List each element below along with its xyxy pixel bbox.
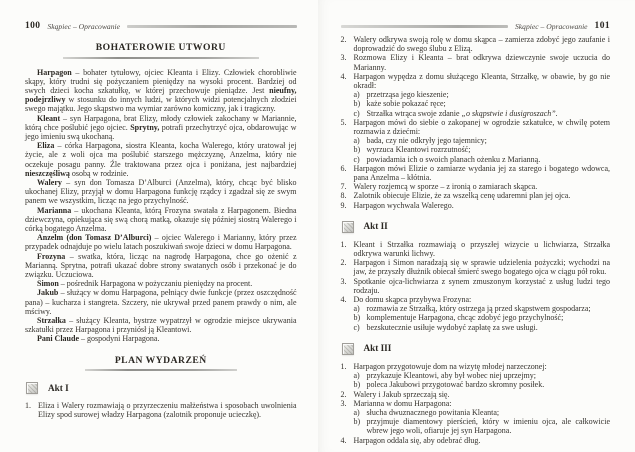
sub-item xyxy=(341,408,611,417)
sub-item-label: a) xyxy=(353,90,360,100)
item-number: 7. xyxy=(340,182,347,192)
act-1-items-continued xyxy=(341,35,611,210)
list-item xyxy=(341,240,611,258)
item-number: 3. xyxy=(340,276,347,286)
act-marker-icon xyxy=(342,343,354,355)
title-underline xyxy=(85,369,237,371)
character-paragraph xyxy=(25,252,297,280)
text: Zalotnik obiecuje Elizie, że za wszelką cenę udaremni plan jej ojca. xyxy=(353,191,571,201)
text: – syn don Tomasza D’Alburci (Anzelma), który, chcąc być blisko ukochanej Elizy, przyjął w domu Harpagona funkcję rządcy i zgadzał się ze swym panem we wszystkim, licząc na jego przychylność. xyxy=(25,177,297,206)
bold-text: Pani Claude xyxy=(37,334,80,344)
sub-item-label: c) xyxy=(353,322,360,332)
italic-text: „o skąpstwie i dusigroszach”. xyxy=(461,108,558,118)
sub-item-text xyxy=(367,313,611,322)
header-rule xyxy=(127,25,297,28)
text: Kleant i Strzałka rozmawiają o przyszłej wizycie u lichwiarza, Strzałka odkrywa warunki lichwy. xyxy=(353,239,610,259)
sub-item-label: a) xyxy=(353,304,360,314)
text: komplementuje Harpagona, chcąc zdobyć jego przychylność; xyxy=(366,313,564,323)
text: – swatka, która, licząc na nagrodę Harpagona, chce go ożenić z Marianną. Sprytna, potrafi ukazać dobre strony swatanych osób i przekonać je do związku. Uczuciowa. xyxy=(25,251,297,280)
sub-item-label: c) xyxy=(353,154,360,164)
item-text xyxy=(354,191,611,200)
text: – gospodyni Harpagona. xyxy=(79,334,160,344)
list-item xyxy=(341,182,611,191)
bold-text: Anzelm (don Tomasz D’Alburci) xyxy=(37,233,152,243)
sub-item-label: c) xyxy=(353,108,360,118)
text: Strzałka wtrąca swoje zdanie xyxy=(366,108,462,118)
text: potrafi przechytrzyć ojca, obdarowując w jego imieniu swą ukochaną. xyxy=(25,122,297,141)
text: w stosunku do innych ludzi, w których widzi potencjalnych złodziei swego majątku. Jego skąpstwo ma wymiar zarówno komiczny, jak i tragiczny. xyxy=(25,95,297,114)
list-item xyxy=(341,164,611,182)
item-number: 2. xyxy=(340,389,347,399)
item-text xyxy=(354,390,611,399)
sub-item-label: a) xyxy=(353,371,360,381)
page-number: 101 xyxy=(594,20,610,31)
text: bezskutecznie usiłuje wydobyć zapłatę za swe usługi. xyxy=(366,322,538,332)
text: – bohater tytułowy, ojciec Kleanta i Elizy. Człowiek chorobliwie skąpy, który trudni się pożyczaniem pieniędzy na wysoki procent. Bardziej od swych dzieci kocha szkatułkę, w której przechowuje pieniądze. Jest xyxy=(25,67,297,95)
sub-item-text xyxy=(367,136,611,145)
title-underline xyxy=(63,57,259,59)
act-label: Akt I xyxy=(48,382,69,393)
list-item xyxy=(341,72,611,90)
text: – pośrednik Harpagona w pożyczaniu pieniędzy na procent. xyxy=(58,279,253,289)
sub-item-text xyxy=(367,109,611,118)
character-list xyxy=(25,68,297,344)
bold-text: Simon xyxy=(37,279,59,289)
item-number: 9. xyxy=(340,200,347,210)
text: – córka Harpagona, siostra Kleanta, kocha Walerego, który uratował jej życie, ale z woli ojca ma poślubić starszego mężczyznę, Anzelma, który nie oczekuje posagu panny. Źle traktowana przez ojca i poniżana, jest najbardziej xyxy=(25,141,297,169)
item-text xyxy=(38,401,297,419)
item-text xyxy=(354,295,611,304)
page-number: 100 xyxy=(25,20,41,31)
text: Marianna w domu Harpagona: xyxy=(353,398,452,408)
item-text xyxy=(354,53,611,71)
section-title: PLAN WYDARZEŃ xyxy=(114,354,207,366)
bold-text: Frozyna xyxy=(37,251,66,261)
bold-text: nieszczęśliwą xyxy=(25,168,70,178)
sub-item-text xyxy=(367,408,611,417)
text: poleca Jakubowi przygotować bardzo skromny posiłek. xyxy=(366,380,545,390)
list-item xyxy=(341,399,611,408)
sub-item xyxy=(341,323,611,332)
act-2-items xyxy=(341,240,611,332)
item-text xyxy=(354,35,611,53)
section-heading-plan xyxy=(25,356,297,372)
sub-item xyxy=(341,371,611,380)
character-paragraph xyxy=(25,178,297,206)
act-2-heading xyxy=(341,221,611,233)
list-item xyxy=(341,277,611,295)
act-1-items xyxy=(25,401,297,419)
sub-item-text xyxy=(367,380,611,389)
text: – służący w domu Harpagona, pełniący dwie funkcje (przez oszczędność pana) – kucharza i stangreta. Szczery, nie ukrywał przed panem prawdy o nim, ale mściwy. xyxy=(25,288,297,316)
item-number: 3. xyxy=(340,398,347,408)
bold-text: Kleant xyxy=(37,113,61,123)
text: Do domu skąpca przybywa Frozyna: xyxy=(353,295,472,305)
act-1-heading xyxy=(25,382,297,394)
list-item xyxy=(25,401,297,419)
text: Harpagon i Simon naradzają się w sprawie udzielenia pożyczki; wychodzi na jaw, że przyszły dłużnik obiecał śmierć swego bogatego ojca w ciągu pół roku. xyxy=(353,258,610,277)
bold-text: Marianna xyxy=(37,205,72,215)
text: Walery i Jakub sprzeczają się. xyxy=(353,389,450,399)
item-number: 4. xyxy=(340,295,347,305)
item-text xyxy=(354,258,611,276)
text: Harpagon mówi Elizie o zamiarze wydania jej za starego i bogatego wdowca, pana Anzelma – kłótnia. xyxy=(353,163,610,183)
text: słucha dwuznacznego powitania Kleanta; xyxy=(366,407,500,417)
text: Harpagon przygotowuje dom na wizytę młodej narzeczonej: xyxy=(353,361,547,371)
text: rozmawia ze Strzałką, który ostrzega ją przed skąpstwem gospodarza; xyxy=(366,304,591,314)
item-number: 5. xyxy=(340,117,347,127)
character-paragraph xyxy=(25,316,297,334)
text: Eliza i Walery rozmawiają o przyrzeczeniu małżeństwa i sposobach uwolnienia Elizy spod surowej władzy Harpagona (zalotnik proponuje ucieczkę). xyxy=(38,401,297,420)
header-rule xyxy=(341,25,509,28)
running-title: Skąpiec – Opracowanie xyxy=(47,21,120,31)
item-number: 4. xyxy=(340,71,347,81)
sub-item-text xyxy=(367,99,611,108)
sub-item xyxy=(341,417,611,435)
item-text xyxy=(354,277,611,295)
act-3-items xyxy=(341,362,611,445)
item-number: 2. xyxy=(340,35,347,44)
bold-text: nieufny, podejrzliwy xyxy=(25,85,297,105)
list-item xyxy=(341,362,611,371)
text: Harpagon oddala się, aby odebrać dług. xyxy=(353,435,481,445)
character-paragraph xyxy=(25,334,297,343)
text: przyjmuje diamentowy pierścień, który w imieniu ojca, ale całkowicie wbrew jego woli, ofiaruje jej syn Harpagona. xyxy=(366,417,610,436)
item-number: 6. xyxy=(340,163,347,173)
sub-item xyxy=(341,136,611,145)
sub-item-text xyxy=(367,155,611,164)
sub-item-label: b) xyxy=(353,380,361,390)
sub-item-label: a) xyxy=(353,136,360,146)
text: przykazuje Kleantowi, aby był wobec niej uprzejmy; xyxy=(366,371,536,381)
character-paragraph xyxy=(25,141,297,178)
character-paragraph xyxy=(25,114,297,142)
text: Walery odkrywa swoją rolę w domu skąpca – zamierza zdobyć jego zaufanie i doprowadzić do swego ślubu z Elizą. xyxy=(353,35,610,54)
sub-item xyxy=(341,90,611,99)
character-paragraph xyxy=(25,206,297,234)
bold-text: Eliza xyxy=(37,141,55,151)
sub-item-text xyxy=(367,145,611,154)
list-item xyxy=(341,295,611,304)
bold-text: Strzałka xyxy=(37,316,66,326)
item-text xyxy=(354,240,611,258)
item-text xyxy=(354,118,611,136)
list-item xyxy=(341,35,611,53)
text: Harpagon wypędza z domu służącego Kleanta, Strzałkę, w obawie, by go nie okradł: xyxy=(353,71,610,91)
text: – ojciec Walerego i Marianny, który przez przypadek odnajduje po wielu latach poszukiwań swoje dzieci w domu Harpagona. xyxy=(25,233,297,252)
item-number: 1. xyxy=(340,239,347,249)
sub-item-label: a) xyxy=(353,407,360,417)
sub-item-text xyxy=(367,90,611,99)
sub-item-text xyxy=(367,323,611,332)
act-label: Akt II xyxy=(363,221,388,232)
item-text xyxy=(354,399,611,408)
list-item xyxy=(341,390,611,399)
item-text xyxy=(354,164,611,182)
section-heading-characters xyxy=(25,43,297,59)
character-paragraph xyxy=(25,233,297,251)
sub-item-text xyxy=(367,371,611,380)
character-paragraph xyxy=(25,288,297,316)
list-item xyxy=(341,118,611,136)
sub-item-label: b) xyxy=(353,417,361,427)
item-text xyxy=(354,436,611,445)
text: – ukochana Kleanta, którą Frozyna swatała z Harpagonem. Biedna dziewczyna, opiekująca się swą chorą matką, okazuje się później siostrą Walerego i córką bogatego Anzelma. xyxy=(25,205,297,233)
list-item xyxy=(341,436,611,445)
text: bada, czy nie odkryły jego tajemnicy; xyxy=(366,136,487,146)
text: – syn Harpagona, brat Elizy, młody człowiek zakochany w Mariannie, którą chce poślubić jego ojciec. xyxy=(25,113,297,132)
sub-item xyxy=(341,304,611,313)
section-title: BOHATEROWIE UTWORU xyxy=(95,42,226,53)
act-label: Akt III xyxy=(363,343,392,354)
sub-item xyxy=(341,99,611,108)
text: Rozmowa Elizy i Kleanta – brat odkrywa dziewczynie swoje uczucia do Marianny. xyxy=(353,53,610,72)
page-101 xyxy=(318,0,635,452)
sub-item xyxy=(341,380,611,389)
character-paragraph xyxy=(25,68,297,114)
text: osobą w rodzinie. xyxy=(69,168,129,178)
text: powiadamia ich o swoich planach ożenku z Marianną. xyxy=(366,154,541,164)
text: Spotkanie ojca-lichwiarza z synem zmuszonym korzystać z usług ludzi tego rodzaju. xyxy=(353,276,610,295)
sub-item xyxy=(341,145,611,154)
bold-text: Walery xyxy=(37,177,62,187)
item-text xyxy=(354,182,611,191)
text: Walery rozjemcą w sporze – z ironią o zamiarach skąpca. xyxy=(353,182,538,192)
running-head-right xyxy=(341,20,611,33)
text: Harpagon mówi do siebie o zakopanej w ogrodzie szkatułce, w chwilę potem rozmawia z dziećmi: xyxy=(353,117,610,137)
bold-text: Sprytny, xyxy=(130,122,160,132)
item-text xyxy=(354,72,611,90)
list-item xyxy=(341,201,611,210)
text: każe sobie pokazać ręce; xyxy=(366,99,446,109)
bold-text: Jakub xyxy=(37,288,59,298)
text: wyrzuca Kleantowi rozrzutność; xyxy=(366,145,471,155)
running-head-left xyxy=(25,20,297,33)
sub-item-text xyxy=(367,417,611,435)
text: – służący Kleanta, bystrze wypatrzył w ogrodzie miejsce ukrywania szkatułki przez Harpagona i przyniósł ją Kleantowi. xyxy=(25,316,297,335)
list-item xyxy=(341,53,611,71)
sub-item-label: b) xyxy=(353,99,361,109)
list-item xyxy=(341,258,611,276)
item-number: 1. xyxy=(25,401,31,411)
list-item xyxy=(341,191,611,200)
act-marker-icon xyxy=(26,382,38,394)
item-number: 2. xyxy=(340,258,347,268)
act-marker-icon xyxy=(342,221,354,233)
item-text xyxy=(354,201,611,210)
text: Harpagon wychwala Walerego. xyxy=(353,200,454,210)
sub-item-label: b) xyxy=(353,145,361,155)
bold-text: Harpagon xyxy=(37,67,72,77)
sub-item xyxy=(341,155,611,164)
running-title: Skąpiec – Opracowanie xyxy=(515,21,588,31)
character-paragraph xyxy=(25,279,297,288)
sub-item-label: b) xyxy=(353,313,361,323)
sub-item xyxy=(341,109,611,118)
text: przetrząsa jego kieszenie; xyxy=(366,90,449,100)
item-text xyxy=(354,362,611,371)
act-3-heading xyxy=(341,343,611,355)
item-number: 8. xyxy=(340,191,347,201)
item-number: 1. xyxy=(340,361,347,371)
item-number: 4. xyxy=(340,435,347,445)
item-number: 3. xyxy=(340,53,347,63)
sub-item-text xyxy=(367,304,611,313)
sub-item xyxy=(341,313,611,322)
